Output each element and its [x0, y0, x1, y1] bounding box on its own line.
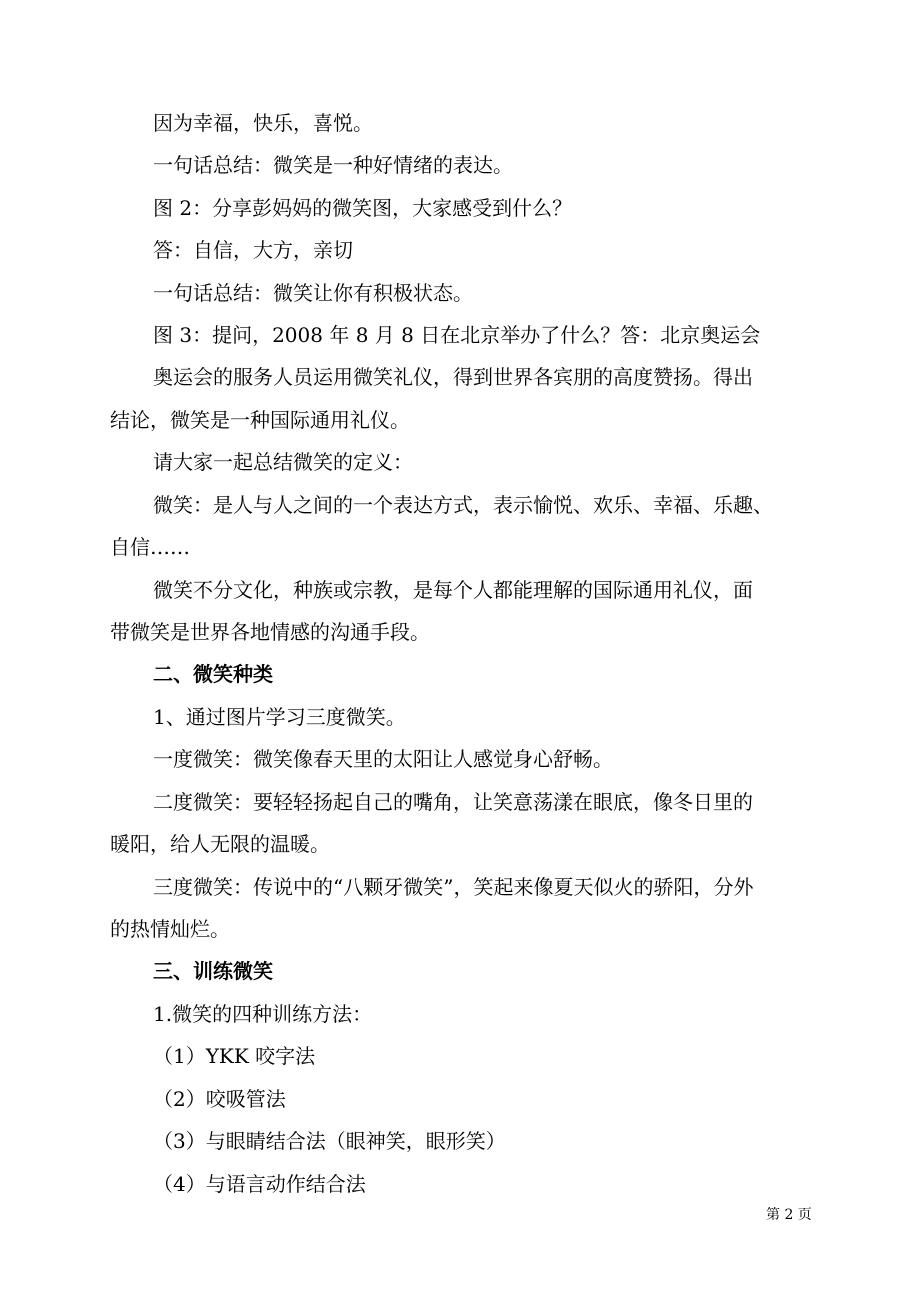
paragraph-line: 结论，微笑是一种国际通用礼仪。 [110, 408, 410, 432]
paragraph-line: 一句话总结：微笑是一种好情绪的表达。 [153, 153, 513, 177]
list-item: （4）与语言动作结合法 [153, 1172, 366, 1196]
paragraph-line: 暖阳，给人无限的温暖。 [110, 832, 330, 856]
paragraph-line: 奥运会的服务人员运用微笑礼仪，得到世界各宾朋的高度赞扬。得出 [153, 365, 753, 389]
paragraph-line: 一句话总结：微笑让你有积极状态。 [153, 281, 473, 305]
paragraph-line: 二度微笑：要轻轻扬起自己的嘴角，让笑意荡漾在眼底，像冬日里的 [153, 790, 753, 814]
paragraph-line: 1、通过图片学习三度微笑。 [153, 705, 406, 729]
paragraph-line: 微笑：是人与人之间的一个表达方式，表示愉悦、欢乐、幸福、乐趣、 [153, 493, 773, 517]
page-number: 第 2 页 [766, 1207, 812, 1223]
paragraph-line: 图 2：分享彭妈妈的微笑图，大家感受到什么？ [153, 196, 573, 220]
list-item: （3）与眼睛结合法（眼神笑，眼形笑） [153, 1129, 506, 1153]
paragraph-line: 微笑不分文化，种族或宗教，是每个人都能理解的国际通用礼仪，面 [153, 578, 753, 602]
list-item: （1）YKK 咬字法 [153, 1044, 316, 1068]
paragraph-line: 1.微笑的四种训练方法： [153, 1002, 373, 1026]
paragraph-line: 因为幸福，快乐，喜悦。 [153, 111, 373, 135]
section-heading: 二、微笑种类 [153, 662, 273, 686]
paragraph-line: 图 3：提问，2008 年 8 月 8 日在北京举办了什么？答：北京奥运会 [153, 323, 761, 347]
paragraph-line: 自信…… [110, 535, 190, 559]
section-heading: 三、训练微笑 [153, 959, 273, 983]
paragraph-line: 一度微笑：微笑像春天里的太阳让人感觉身心舒畅。 [153, 747, 613, 771]
paragraph-line: 带微笑是世界各地情感的沟通手段。 [110, 620, 430, 644]
paragraph-line: 三度微笑：传说中的“八颗牙微笑”，笑起来像夏天似火的骄阳，分外 [153, 875, 754, 899]
list-item: （2）咬吸管法 [153, 1087, 286, 1111]
paragraph-line: 答：自信，大方，亲切 [153, 238, 353, 262]
paragraph-line: 请大家一起总结微笑的定义： [153, 450, 413, 474]
paragraph-line: 的热情灿烂。 [110, 917, 230, 941]
